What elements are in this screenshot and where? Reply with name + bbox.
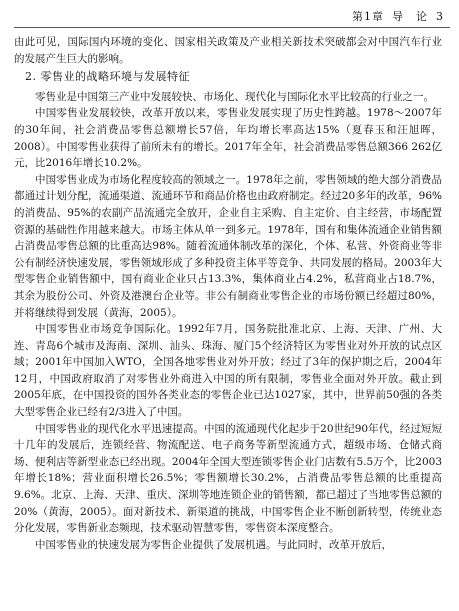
section-heading: 2. 零售业的战略环境与发展特征 [25,70,190,84]
chapter-title: 导 论 [392,10,428,23]
page-number: 3 [436,10,444,23]
paragraph-5: 中国零售业的现代化水平迅速提高。中国的流通现代化起步于20世纪90年代，经过短短十几年的发展后，连锁经营、物流配送、电子商务等新型流通方式，超级市场、仓储式商场、便利店等新型业态已经出现。2004年全国大型连锁零售企业门店数有5.5万个，比2003年增长18%；营业面积增长26.5%；零售额增长30.2%，占消费品零售总额的比重提高9.6%。北京、上海、天津、重庆、深圳等地连锁企业的销售额，都已超过了当地零售总额的20%（黄海，2005）。面对新技术、新渠道的挑战，中国零售企业不断创新转型，传统业态分化发展，零售新业态频现，技术驱动智慧零售，零售资本深度整合。 [14,422,442,535]
running-header [0,8,444,24]
paragraph-continuation: 由此可见，国际国内环境的变化、国家相关政策及产业相关新技术突破都会对中国汽车行业的发展产生巨大的影响。 [14,36,442,65]
chapter-label: 第1章 [352,10,384,23]
header-rule [14,27,450,28]
paragraph-3: 中国零售业成为市场化程度较高的领域之一。1978年之前，零售领域的绝大部分消费品都通过计划分配，流通渠道、流通环节和商品价格也由政府制定。经过20多年的改革，96%的消费品、95%的农副产品流通完全放开，企业自主采购、自主定价、自主经营，市场配置资源的基础性作用越来越大。市场主体从单一到多元。1978年，国有和集体流通企业销售额占消费品零售总额的比重高达98%。随着流通体制改革的深化，个体、私营、外资商业等非公有制经济快速发展，零售领域形成了多种投资主体平等竞争、共同发展的格局。2003年大型零售企业销售额中，国有商业企业只占13.3%，集体商业占4.2%，私营商业占18.7%，其余为股份公司、外资及港澳台企业等。非公有制商业零售企业的市场份额已经超过80%，并将继续得到发展（黄海，2005）。 [14,173,442,319]
paragraph-4: 中国零售业市场竞争国际化。1992年7月，国务院批准北京、上海、天津、广州、大连、青岛6个城市及海南、深圳、汕头、珠海、厦门5个经济特区为零售业对外开放的试点区域；2001年中国加入WTO，全国各地零售业对外开放；经过了3年的保护期之后，2004年12月，中国政府取消了对零售业外商进入中国的所有限制，零售业全面对外开放。截止到2005年底，在中国投资的国外各类业态的零售企业已达1027家，其中，世界前50强的各类大型零售企业已经有2/3进入了中国。 [14,323,442,419]
body-text [14,34,442,553]
paragraph-1: 零售业是中国第三产业中发展较快、市场化、现代化与国际化水平比较高的行业之一。 [35,90,434,103]
paragraph-2: 中国零售业发展较快，改革开放以来，零售业发展实现了历史性跨越。1978～2007年的30年间，社会消费品零售总额增长57倍，年均增长率高达15%（夏春玉和汪旭晖，2008）。中国零售业获得了前所未有的增长。2017年全年，社会消费品零售总额366 262亿元，比2016年增长10.2%。 [14,107,442,170]
paragraph-6: 中国零售业的快速发展为零售企业提供了发展机遇。与此同时，改革开放后， [35,538,392,551]
